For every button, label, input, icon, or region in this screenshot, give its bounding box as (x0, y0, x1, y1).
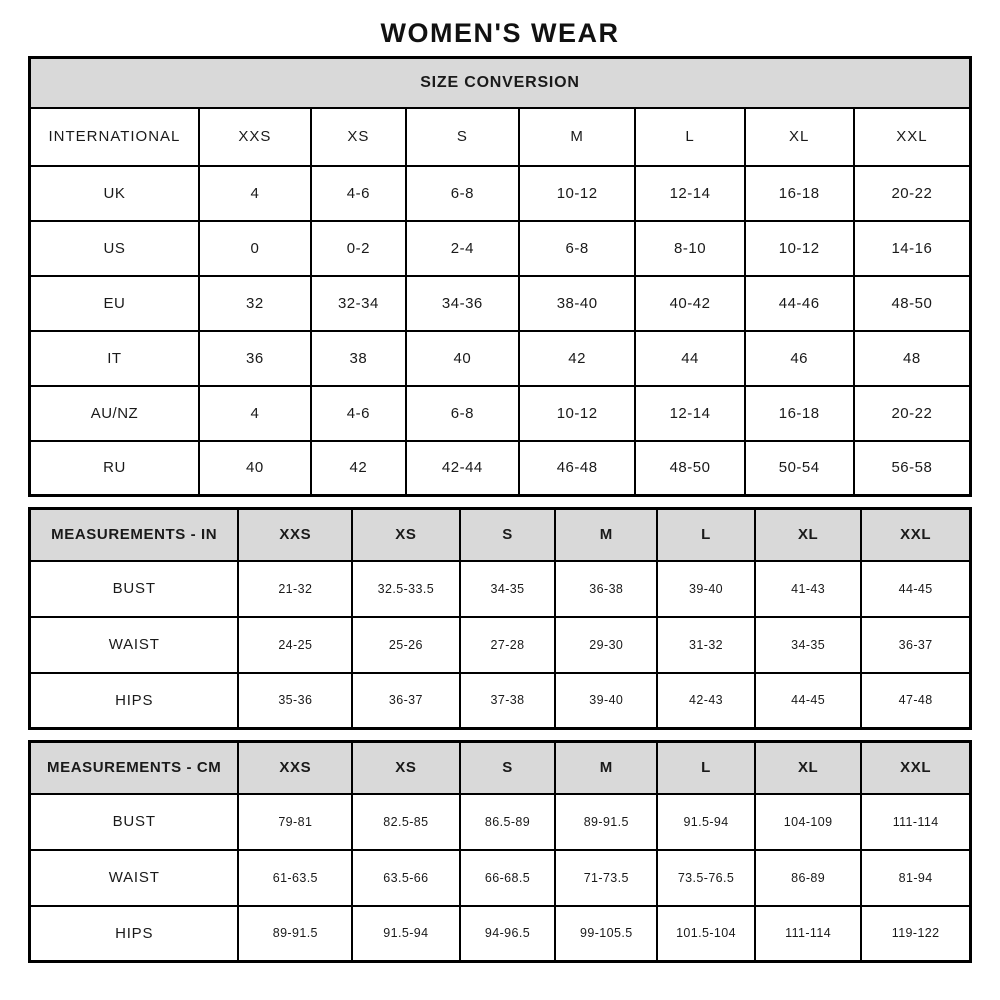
measurements-in-size-header-3: M (555, 509, 657, 561)
size-conversion-body (30, 166, 971, 496)
size-conversion-row-value: 42 (311, 441, 406, 496)
size-conversion-row-value: 36 (199, 331, 311, 386)
size-conversion-row (30, 166, 971, 221)
size-conversion-row-value: 6-8 (406, 166, 519, 221)
size-conversion-column-header-4: M (519, 108, 636, 166)
measurements-cm-size-header-3: M (555, 742, 657, 794)
size-conversion-row-value: 10-12 (519, 386, 636, 441)
size-conversion-row-value: 42 (519, 331, 636, 386)
measurements-in-row-value: 36-37 (861, 617, 970, 673)
measurements-in-row-value: 44-45 (861, 561, 970, 617)
size-conversion-row-value: 12-14 (635, 386, 744, 441)
size-conversion-row-value: 10-12 (745, 221, 854, 276)
size-conversion-row-value: 16-18 (745, 386, 854, 441)
measurements-in-row-label: WAIST (30, 617, 239, 673)
size-conversion-row-value: 34-36 (406, 276, 519, 331)
size-conversion-row-value: 4 (199, 386, 311, 441)
measurements-in-row-value: 42-43 (657, 673, 755, 729)
size-conversion-row-value: 44-46 (745, 276, 854, 331)
size-conversion-row-value: 42-44 (406, 441, 519, 496)
measurements-cm-row-value: 111-114 (755, 906, 861, 962)
measurements-cm-size-header-5: XL (755, 742, 861, 794)
size-conversion-row-value: 48 (854, 331, 971, 386)
size-conversion-column-headers (30, 108, 971, 166)
measurements-cm-row-value: 86-89 (755, 850, 861, 906)
size-conversion-row-value: 56-58 (854, 441, 971, 496)
size-conversion-row-value: 6-8 (519, 221, 636, 276)
measurements-in-row-value: 47-48 (861, 673, 970, 729)
size-conversion-row-value: 10-12 (519, 166, 636, 221)
measurements-cm-title: MEASUREMENTS - CM (30, 742, 239, 794)
size-conversion-row-value: 48-50 (854, 276, 971, 331)
measurements-cm-size-header-0: XXS (238, 742, 352, 794)
measurements-in-row-label: HIPS (30, 673, 239, 729)
measurements-cm-row-label: HIPS (30, 906, 239, 962)
size-conversion-column-header-2: XS (311, 108, 406, 166)
measurements-cm-row-value: 111-114 (861, 794, 970, 850)
size-conversion-row-label: UK (30, 166, 199, 221)
size-conversion-row-value: 50-54 (745, 441, 854, 496)
size-conversion-row (30, 221, 971, 276)
measurements-in-row-value: 34-35 (755, 617, 861, 673)
size-conversion-row (30, 441, 971, 496)
size-conversion-column-header-3: S (406, 108, 519, 166)
size-conversion-row-label: AU/NZ (30, 386, 199, 441)
size-conversion-row-value: 46-48 (519, 441, 636, 496)
measurements-in-body (30, 561, 971, 729)
size-conversion-row (30, 331, 971, 386)
size-conversion-row-value: 4 (199, 166, 311, 221)
measurements-in-row-value: 29-30 (555, 617, 657, 673)
size-conversion-row (30, 276, 971, 331)
measurements-cm-row-label: WAIST (30, 850, 239, 906)
size-conversion-row-value: 6-8 (406, 386, 519, 441)
size-conversion-row-value: 16-18 (745, 166, 854, 221)
size-conversion-row-value: 44 (635, 331, 744, 386)
size-conversion-row-label: IT (30, 331, 199, 386)
measurements-cm-row-label: BUST (30, 794, 239, 850)
measurements-in-table (28, 507, 972, 730)
size-conversion-row-value: 40 (406, 331, 519, 386)
size-conversion-column-header-6: XL (745, 108, 854, 166)
measurements-cm-row-value: 82.5-85 (352, 794, 459, 850)
measurements-cm-row-value: 91.5-94 (352, 906, 459, 962)
measurements-cm-row-value: 79-81 (238, 794, 352, 850)
measurements-cm-row-value: 104-109 (755, 794, 861, 850)
measurements-cm-row-value: 71-73.5 (555, 850, 657, 906)
measurements-cm-row-value: 94-96.5 (460, 906, 556, 962)
measurements-in-row-value: 27-28 (460, 617, 556, 673)
measurements-in-row-value: 35-36 (238, 673, 352, 729)
measurements-in-title: MEASUREMENTS - IN (30, 509, 239, 561)
measurements-in-row (30, 561, 971, 617)
size-conversion-column-header-0: INTERNATIONAL (30, 108, 199, 166)
measurements-cm-row-value: 73.5-76.5 (657, 850, 755, 906)
size-conversion-banner-row (30, 58, 971, 108)
size-conversion-column-header-5: L (635, 108, 744, 166)
measurements-in-row-value: 24-25 (238, 617, 352, 673)
measurements-cm-row (30, 794, 971, 850)
measurements-in-row-value: 37-38 (460, 673, 556, 729)
measurements-in-row-label: BUST (30, 561, 239, 617)
measurements-in-row-value: 31-32 (657, 617, 755, 673)
size-conversion-row-value: 48-50 (635, 441, 744, 496)
size-conversion-row-label: EU (30, 276, 199, 331)
size-conversion-row-value: 20-22 (854, 386, 971, 441)
measurements-cm-row-value: 101.5-104 (657, 906, 755, 962)
measurements-in-row-value: 32.5-33.5 (352, 561, 459, 617)
size-conversion-row-value: 0 (199, 221, 311, 276)
size-conversion-row-value: 20-22 (854, 166, 971, 221)
size-conversion-row-value: 4-6 (311, 386, 406, 441)
measurements-cm-row (30, 850, 971, 906)
size-conversion-row-value: 14-16 (854, 221, 971, 276)
measurements-in-row-value: 36-38 (555, 561, 657, 617)
size-conversion-row-value: 12-14 (635, 166, 744, 221)
size-conversion-column-header-1: XXS (199, 108, 311, 166)
measurements-in-size-header-6: XXL (861, 509, 970, 561)
size-conversion-column-header-7: XXL (854, 108, 971, 166)
measurements-cm-row-value: 81-94 (861, 850, 970, 906)
measurements-cm-row-value: 61-63.5 (238, 850, 352, 906)
measurements-in-row-value: 41-43 (755, 561, 861, 617)
size-conversion-row-value: 2-4 (406, 221, 519, 276)
size-conversion-row-label: US (30, 221, 199, 276)
measurements-in-size-header-1: XS (352, 509, 459, 561)
measurements-cm-row-value: 119-122 (861, 906, 970, 962)
size-conversion-table (28, 56, 972, 497)
size-conversion-row-label: RU (30, 441, 199, 496)
measurements-in-row-value: 39-40 (657, 561, 755, 617)
measurements-cm-row-value: 89-91.5 (238, 906, 352, 962)
measurements-in-size-header-5: XL (755, 509, 861, 561)
measurements-in-row-value: 25-26 (352, 617, 459, 673)
measurements-cm-size-header-1: XS (352, 742, 459, 794)
size-conversion-row (30, 386, 971, 441)
size-conversion-row-value: 0-2 (311, 221, 406, 276)
measurements-in-row-value: 21-32 (238, 561, 352, 617)
measurements-cm-column-headers (30, 742, 971, 794)
measurements-in-size-header-2: S (460, 509, 556, 561)
measurements-in-size-header-0: XXS (238, 509, 352, 561)
size-conversion-banner: SIZE CONVERSION (30, 58, 971, 108)
measurements-cm-size-header-2: S (460, 742, 556, 794)
measurements-cm-row-value: 91.5-94 (657, 794, 755, 850)
measurements-cm-row (30, 906, 971, 962)
size-conversion-row-value: 40-42 (635, 276, 744, 331)
measurements-in-row-value: 34-35 (460, 561, 556, 617)
measurements-in-row-value: 44-45 (755, 673, 861, 729)
measurements-in-row-value: 36-37 (352, 673, 459, 729)
size-conversion-row-value: 40 (199, 441, 311, 496)
measurements-cm-row-value: 63.5-66 (352, 850, 459, 906)
measurements-cm-table (28, 740, 972, 963)
size-conversion-row-value: 8-10 (635, 221, 744, 276)
measurements-cm-size-header-6: XXL (861, 742, 970, 794)
size-conversion-row-value: 38 (311, 331, 406, 386)
page-title: WOMEN'S WEAR (380, 18, 620, 48)
measurements-in-row (30, 673, 971, 729)
measurements-cm-body (30, 794, 971, 962)
measurements-cm-row-value: 86.5-89 (460, 794, 556, 850)
measurements-cm-row-value: 89-91.5 (555, 794, 657, 850)
measurements-in-row (30, 617, 971, 673)
measurements-cm-size-header-4: L (657, 742, 755, 794)
measurements-in-column-headers (30, 509, 971, 561)
size-conversion-row-value: 32-34 (311, 276, 406, 331)
measurements-in-row-value: 39-40 (555, 673, 657, 729)
size-conversion-row-value: 4-6 (311, 166, 406, 221)
measurements-cm-row-value: 66-68.5 (460, 850, 556, 906)
size-conversion-row-value: 46 (745, 331, 854, 386)
size-conversion-row-value: 32 (199, 276, 311, 331)
measurements-cm-row-value: 99-105.5 (555, 906, 657, 962)
measurements-in-size-header-4: L (657, 509, 755, 561)
size-conversion-row-value: 38-40 (519, 276, 636, 331)
